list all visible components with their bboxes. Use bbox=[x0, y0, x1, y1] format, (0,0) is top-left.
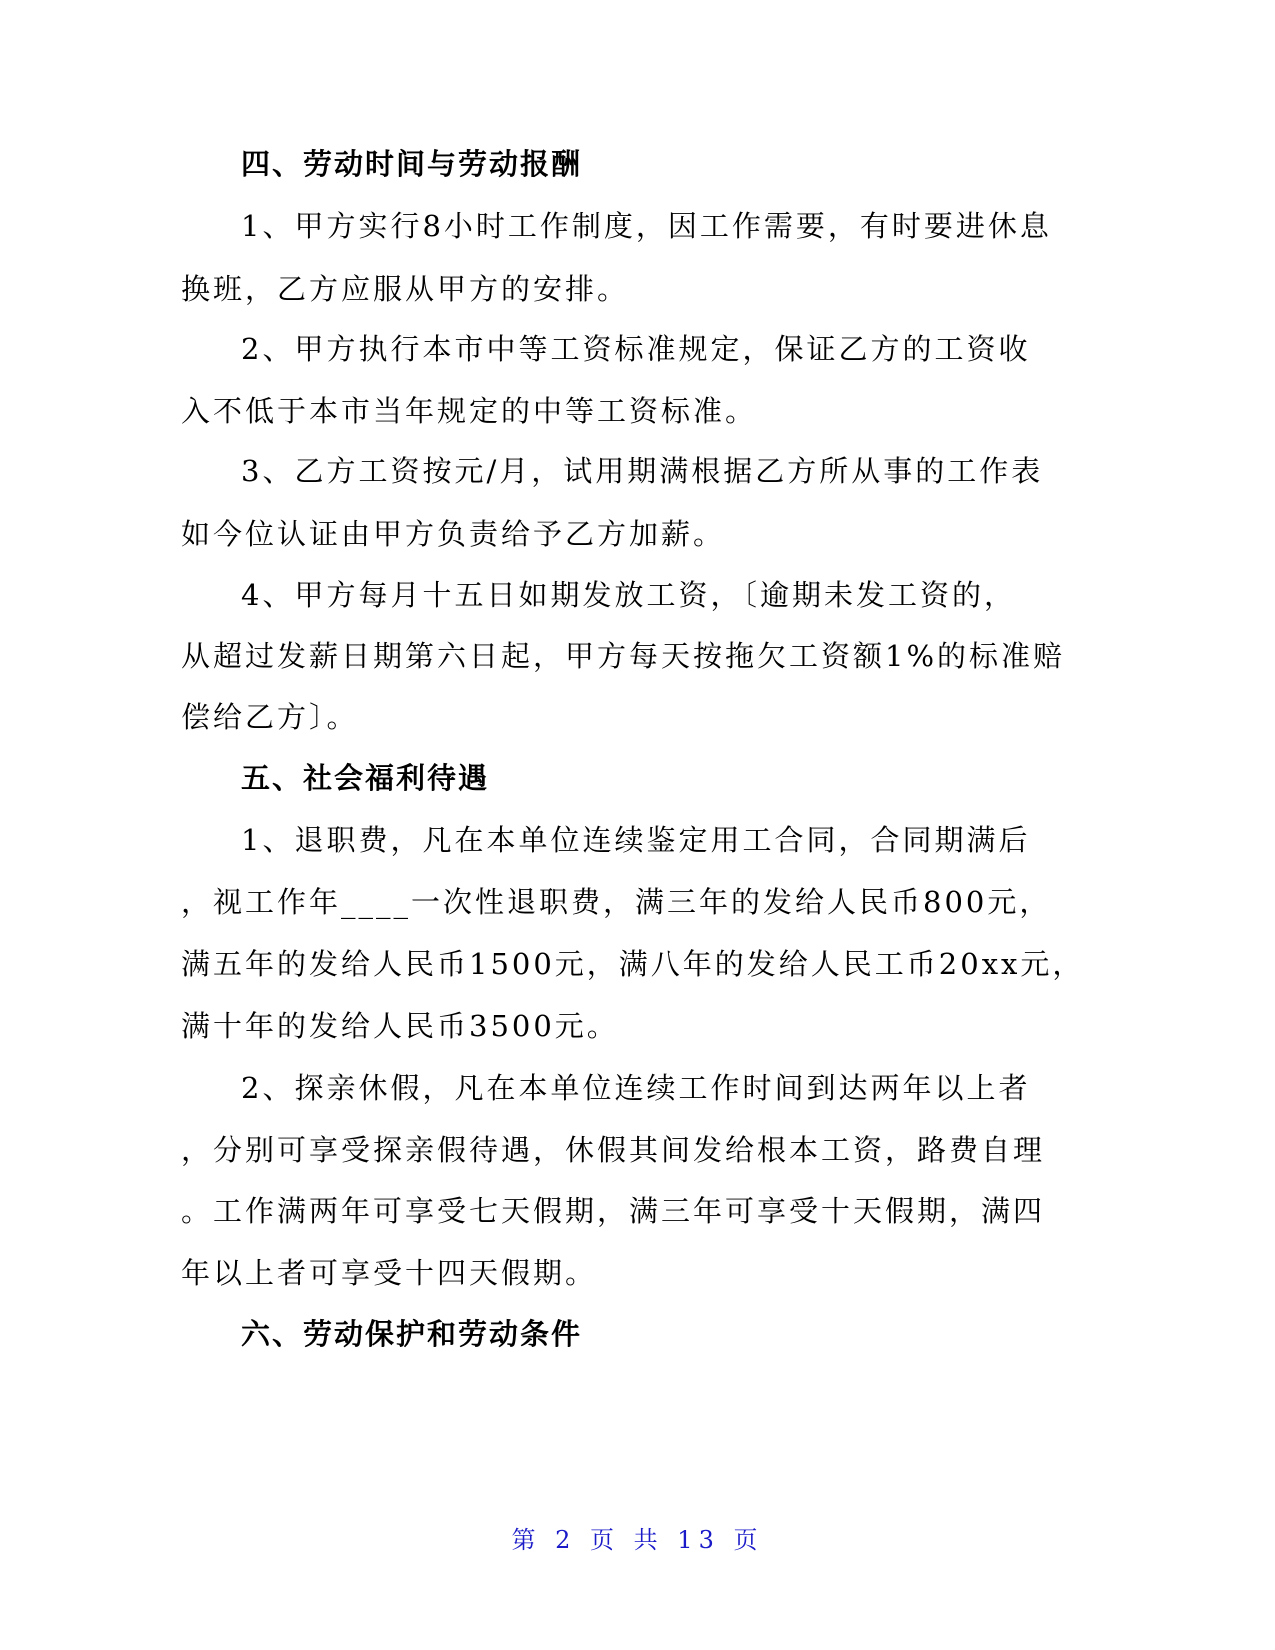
section-6-heading: 六、劳动保护和劳动条件 bbox=[241, 1317, 583, 1351]
s4-p2-line-1: 2、甲方执行本市中等工资标准规定，保证乙方的工资收 bbox=[241, 332, 1031, 366]
s4-p3-line-1: 3、乙方工资按元/月，试用期满根据乙方所从事的工作表 bbox=[241, 454, 1044, 488]
s5-p2-line-1: 2、探亲休假，凡在本单位连续工作时间到达两年以上者 bbox=[241, 1071, 1031, 1105]
s4-p4-line-3: 偿给乙方〕。 bbox=[181, 700, 359, 734]
s4-p3-line-2: 如今位认证由甲方负责给予乙方加薪。 bbox=[181, 517, 726, 551]
s5-p2-line-4: 年以上者可享受十四天假期。 bbox=[181, 1256, 598, 1290]
s4-p1-line-2: 换班，乙方应服从甲方的安排。 bbox=[181, 272, 630, 306]
s5-p1-line-2: ，视工作年____一次性退职费，满三年的发给人民币800元， bbox=[181, 885, 1052, 919]
s4-p1-line-1: 1、甲方实行8小时工作制度，因工作需要，有时要进休息 bbox=[241, 209, 1052, 243]
s5-p2-line-3: 。工作满两年可享受七天假期，满三年可享受十天假期，满四 bbox=[181, 1194, 1046, 1228]
section-5-heading: 五、社会福利待遇 bbox=[241, 761, 490, 795]
s5-p2-line-2: ，分别可享受探亲假待遇，休假其间发给根本工资，路费自理 bbox=[181, 1133, 1046, 1167]
section-4-heading: 四、劳动时间与劳动报酬 bbox=[241, 147, 583, 181]
s4-p4-line-2: 从超过发薪日期第六日起，甲方每天按拖欠工资额1%的标准赔 bbox=[181, 639, 1066, 673]
s5-p1-line-4: 满十年的发给人民币3500元。 bbox=[181, 1009, 619, 1043]
s5-p1-line-1: 1、退职费，凡在本单位连续鉴定用工合同，合同期满后 bbox=[241, 823, 1031, 857]
s5-p1-line-3: 满五年的发给人民币1500元，满八年的发给人民工币20xx元， bbox=[181, 947, 1085, 981]
page-number-footer: 第 2 页 共 13 页 bbox=[511, 1526, 764, 1554]
s4-p4-line-1: 4、甲方每月十五日如期发放工资，〔逾期未发工资的， bbox=[241, 578, 1016, 612]
s4-p2-line-2: 入不低于本市当年规定的中等工资标准。 bbox=[181, 394, 758, 428]
